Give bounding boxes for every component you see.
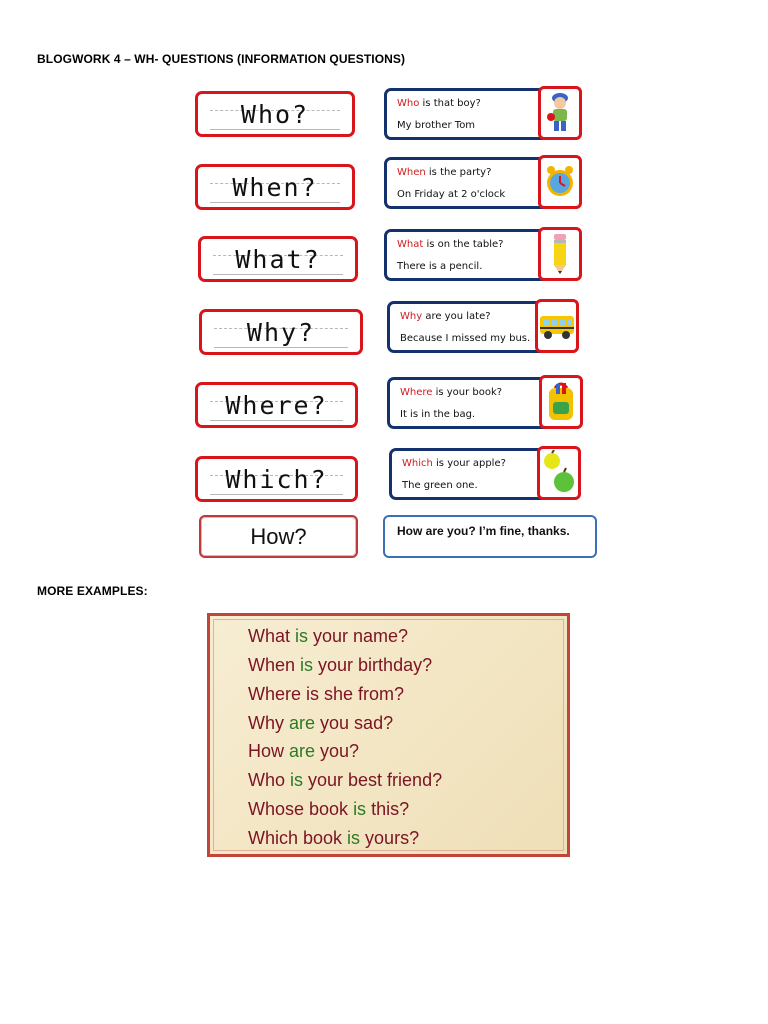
word-card-label: Why? [246, 317, 316, 347]
boy-icon [538, 86, 582, 140]
word-card-which [195, 456, 358, 502]
example-question: What is on the table? [397, 239, 504, 250]
word-card-who [195, 91, 355, 137]
page-title: BLOGWORK 4 – WH- QUESTIONS (INFORMATION QUESTIONS) [37, 52, 406, 66]
example-line: Why are you sad? [248, 713, 394, 733]
example-line: When is your birthday? [248, 655, 433, 675]
example-card-which [389, 448, 581, 500]
word-card-why [199, 309, 363, 355]
word-card-label: Which? [225, 464, 328, 494]
example-line: How are you? [248, 741, 360, 761]
word-card-label: When? [232, 172, 318, 202]
example-card-what [384, 229, 582, 281]
example-line: Who is your best friend? [248, 770, 443, 790]
example-question: When is the party? [397, 167, 492, 178]
example-line: What is your name? [248, 626, 409, 646]
example-line: Whose book is this? [248, 799, 410, 819]
word-card-when [195, 164, 355, 210]
example-answer: There is a pencil. [397, 261, 483, 272]
example-answer: On Friday at 2 o'clock [397, 189, 506, 200]
word-card-label: Who? [240, 99, 310, 129]
example-answer: Because I missed my bus. [400, 333, 531, 344]
more-examples-title: MORE EXAMPLES: [37, 584, 148, 598]
example-line: Where is she from? [248, 684, 405, 704]
word-card-label: How? [250, 523, 307, 549]
word-card-label: What? [235, 244, 321, 274]
more-examples-box [207, 613, 570, 857]
example-question: Where is your book? [400, 387, 503, 398]
word-card-what [198, 236, 358, 282]
example-answer: My brother Tom [397, 120, 476, 131]
word-card-how [199, 515, 358, 558]
example-card-who [384, 88, 582, 140]
example-answer: The green one. [402, 480, 478, 491]
example-card-where [387, 377, 583, 429]
example-question: Which is your apple? [402, 458, 506, 469]
example-card-why [387, 301, 579, 353]
example-question: Why are you late? [400, 311, 491, 322]
example-answer: It is in the bag. [400, 409, 476, 420]
school-bus-icon [535, 299, 579, 353]
example-card-how [383, 515, 597, 558]
pencil-icon [538, 227, 582, 281]
word-card-where [195, 382, 358, 428]
example-text: How are you? I’m fine, thanks. [397, 524, 570, 538]
backpack-icon [539, 375, 583, 429]
example-card-when [384, 157, 582, 209]
alarm-clock-icon [538, 155, 582, 209]
example-line: Which book is yours? [248, 828, 420, 848]
example-question: Who is that boy? [397, 98, 481, 109]
word-card-label: Where? [225, 390, 328, 420]
apples-icon [537, 446, 581, 500]
